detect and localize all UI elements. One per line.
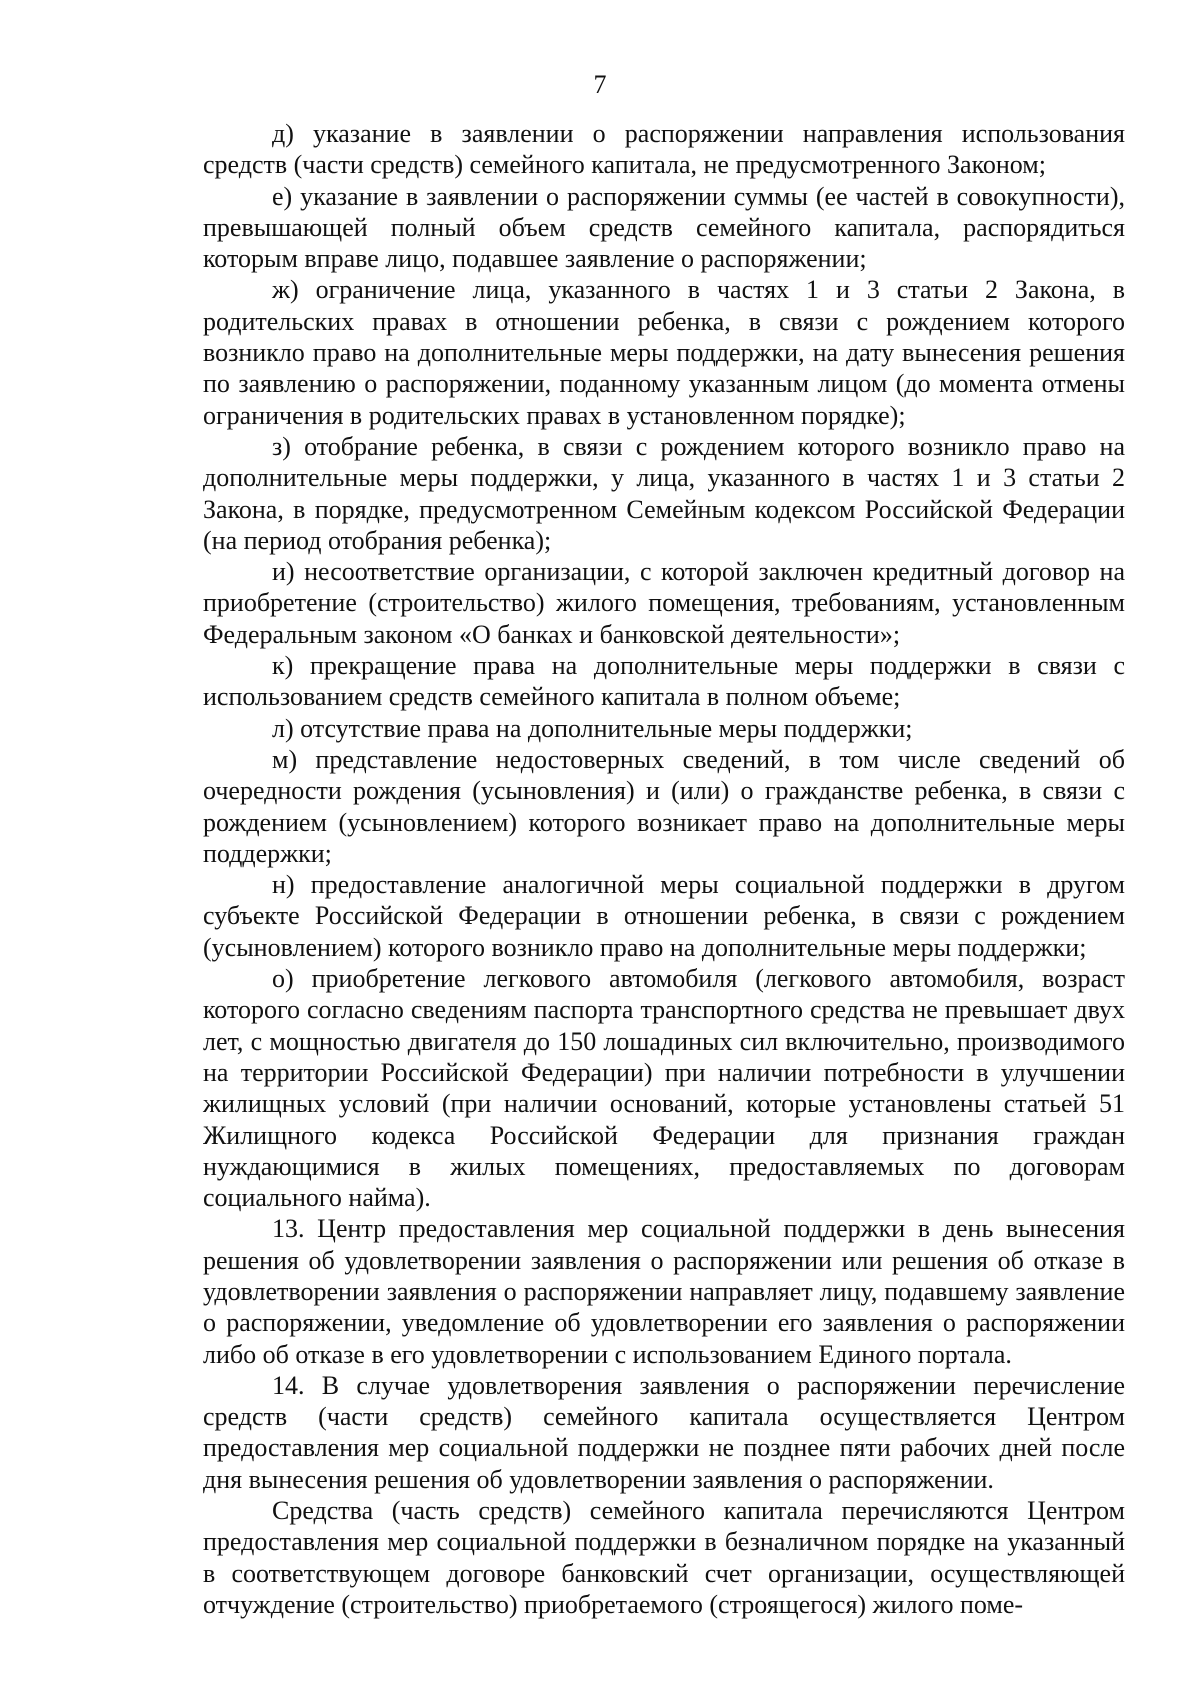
page-number: 7 (593, 70, 607, 99)
paragraph-clause-14-continuation: Средства (часть средств) семейного капитала перечисляются Центром предоставления мер социальной поддержки в безналичном порядке на указанный в соответствующем договоре банковский счет организации, осуществляющей отчуждение (строительство) приобретаемого (строящегося) жилого поме- (203, 1496, 1125, 1619)
document-body (203, 118, 1125, 1620)
paragraph-item-z: з) отобрание ребенка, в связи с рождением которого возникло право на дополнительные меры поддержки, у лица, указанного в частях 1 и 3 статьи 2 Закона, в порядке, предусмотренном Семейным кодексом Российской Федерации (на период отобрания ребенка); (203, 431, 1125, 555)
paragraph-item-d: д) указание в заявлении о распоряжении направления использования средств (части средств) семейного капитала, не предусмотренного Законом; (203, 119, 1125, 180)
paragraph-clause-13: 13. Центр предоставления мер социальной поддержки в день вынесения решения об удовлетворении заявления о распоряжении или решения об отказе в удовлетворении заявления о распоряжении направляет лицу, подавшему заявление о распоряжении, уведомление об удовлетворении его заявления о распоряжении либо об отказе в его удовлетворении с использованием Единого портала. (203, 1214, 1125, 1369)
paragraph-item-o: о) приобретение легкового автомобиля (легкового автомобиля, возраст которого согласно сведениям паспорта транспортного средства не превышает двух лет, с мощностью двигателя до 150 лошадиных сил включительно, производимого на территории Российской Федерации) при наличии потребности в улучшении жилищных условий (при наличии оснований, которые установлены статьей 51 Жилищного кодекса Российской Федерации для признания граждан нуждающимися в жилых помещениях, предоставляемых по договорам социального найма). (203, 964, 1125, 1213)
paragraph-item-m: м) представление недостоверных сведений, в том числе сведений об очередности рождения (усыновления) и (или) о гражданстве ребенка, в связи с рождением (усыновлением) которого возникает право на дополнительные меры поддержки; (203, 744, 1125, 868)
paragraph-item-i: и) несоответствие организации, с которой заключен кредитный договор на приобретение (строительство) жилого помещения, требованиям, установленным Федеральным законом «О банках и банковской деятельности»; (203, 557, 1125, 649)
paragraph-item-e: е) указание в заявлении о распоряжении суммы (ее частей в совокупности), превышающей полный объем средств семейного капитала, распорядиться которым вправе лицо, подавшее заявление о распоряжении; (203, 181, 1125, 274)
paragraph-item-n: н) предоставление аналогичной меры социальной поддержки в другом субъекте Российской Федерации в отношении ребенка, в связи с рождением (усыновлением) которого возникло право на дополнительные меры поддержки; (203, 870, 1125, 962)
paragraph-item-l: л) отсутствие права на дополнительные меры поддержки; (272, 713, 913, 743)
paragraph-item-zh: ж) ограничение лица, указанного в частях 1 и 3 статьи 2 Закона, в родительских правах в отношении ребенка, в связи с рождением которого возникло право на дополнительные меры поддержки, на дату вынесения решения по заявлению о распоряжении, поданному указанным лицом (до момента отмены ограничения в родительских правах в установленном порядке); (203, 275, 1125, 430)
paragraph-clause-14: 14. В случае удовлетворения заявления о распоряжении перечисление средств (части средств) семейного капитала осуществляется Центром предоставления мер социальной поддержки не позднее пяти рабочих дней после дня вынесения решения об удовлетворении заявления о распоряжении. (203, 1370, 1125, 1494)
paragraph-item-k: к) прекращение права на дополнительные меры поддержки в связи с использованием средств семейного капитала в полном объеме; (203, 651, 1125, 712)
